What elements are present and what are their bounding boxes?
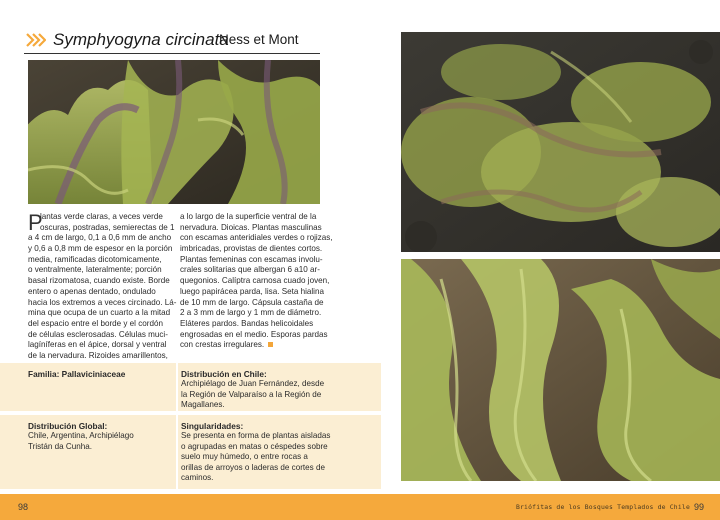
description-line: media, ramificadas dicotomicamente,: [28, 254, 162, 264]
info-line: suelo muy húmedo, o entre rocas a: [181, 452, 308, 462]
page-title: [26, 30, 326, 52]
photo-plant-fronds: [401, 259, 720, 481]
description-line: lantas verde claras, a veces verde: [40, 212, 163, 221]
info-line: la Región de Valparaíso a la Región de: [181, 389, 322, 399]
description-line: mina que ocupa de un cuarto a la mitad: [28, 308, 171, 318]
chevron-double-icon: [26, 33, 46, 47]
singularities-text: [181, 431, 330, 484]
description-line: de 10 mm de largo. Cápsula castaña de: [180, 297, 324, 307]
description-line: engrosadas en el medio. Esporas pardas: [180, 329, 328, 339]
description-line: imbricadas, provistas de dientes cortos.: [180, 244, 323, 254]
description-line: 2 a 3 mm de largo y 1 mm de diámetro.: [180, 308, 322, 318]
distribution-chile-text: [181, 379, 324, 411]
description-column-right: [180, 212, 333, 351]
info-line: o agrupadas en matas o céspedes sobre: [181, 441, 328, 451]
book-title: Briófitas de los Bosques Templados de Chile: [515, 503, 690, 511]
photo-plant-colony: [401, 32, 720, 252]
distribution-global-label: Distribución Global:: [28, 421, 108, 431]
description-line: crales solitarias que albergan 6 a10 ar-: [180, 265, 320, 275]
description-line-text: con crestas irregulares.: [180, 340, 265, 350]
description-line: de células esclerosadas. Células muci-: [28, 329, 168, 339]
distribution-chile-label: Distribución en Chile:: [181, 369, 267, 379]
description-line: a lo largo de la superficie ventral de la: [180, 212, 317, 221]
description-line: oscuras, postradas, semierectas de 1: [40, 222, 175, 232]
description-line: lagíníferas en el ápice, dorsal y ventral: [28, 340, 167, 350]
page-number-right: 99: [693, 502, 704, 512]
description-line: de la nervadura. Rizoides amarillentos,: [28, 350, 168, 360]
description-line: basal rizomatosa, cuando existe. Borde: [28, 276, 170, 286]
info-divider: [176, 415, 178, 489]
description-line: hacia los extremos a veces circinado. Lá-: [28, 297, 177, 307]
drop-cap: P: [28, 210, 43, 235]
info-line: orillas de arroyos o laderas de cortes de: [181, 462, 325, 472]
info-line: caminos.: [181, 473, 214, 483]
photo-plant-closeup: [28, 60, 320, 204]
info-line: Archipiélago de Juan Fernández, desde: [181, 379, 325, 388]
description-line: del espacio entre el borde y el cordón: [28, 318, 163, 328]
description-line: Plantas femeninas con escamas involu-: [180, 254, 323, 264]
description-line: y 0,6 a 0,8 mm de espesor en la porción: [28, 244, 173, 254]
family-label: Familia: Pallaviciniaceae: [28, 369, 126, 379]
species-author: Ness et Mont: [219, 32, 299, 47]
description-line: nervadura. Dioicas. Plantas masculinas: [180, 222, 322, 232]
info-line: Se presenta en forma de plantas aisladas: [181, 431, 331, 440]
description-column-left: [28, 210, 177, 362]
description-line: con escamas anteridiales verdes o rojizas,: [180, 233, 333, 243]
description-line: entero o apenas dentado, ondulado: [28, 286, 156, 296]
page-number-left: 98: [18, 502, 29, 512]
description-line: quegonios. Calíptra carnosa cuado joven,: [180, 276, 330, 286]
end-square-icon: [268, 342, 273, 347]
title-underline: [24, 53, 320, 54]
info-divider: [176, 363, 178, 411]
description-line: luego papirácea parda, lisa. Seta hialina: [180, 286, 324, 296]
species-name: Symphyogyna circinata: [53, 30, 229, 49]
description-line: o ventralmente, lateralmente; porción: [28, 265, 162, 275]
info-line: Tristán da Cunha.: [28, 441, 93, 451]
description-line-last: [180, 340, 322, 351]
info-line: Magallanes.: [181, 400, 225, 410]
singularities-label: Singularidades:: [181, 421, 244, 431]
info-line: Chile, Argentina, Archipiélago: [28, 431, 134, 440]
description-line: a 4 cm de largo, 0,1 a 0,6 mm de ancho: [28, 233, 172, 243]
description-line: Eláteres pardos. Bandas helicoidales: [180, 318, 314, 328]
distribution-global-text: [28, 431, 134, 452]
